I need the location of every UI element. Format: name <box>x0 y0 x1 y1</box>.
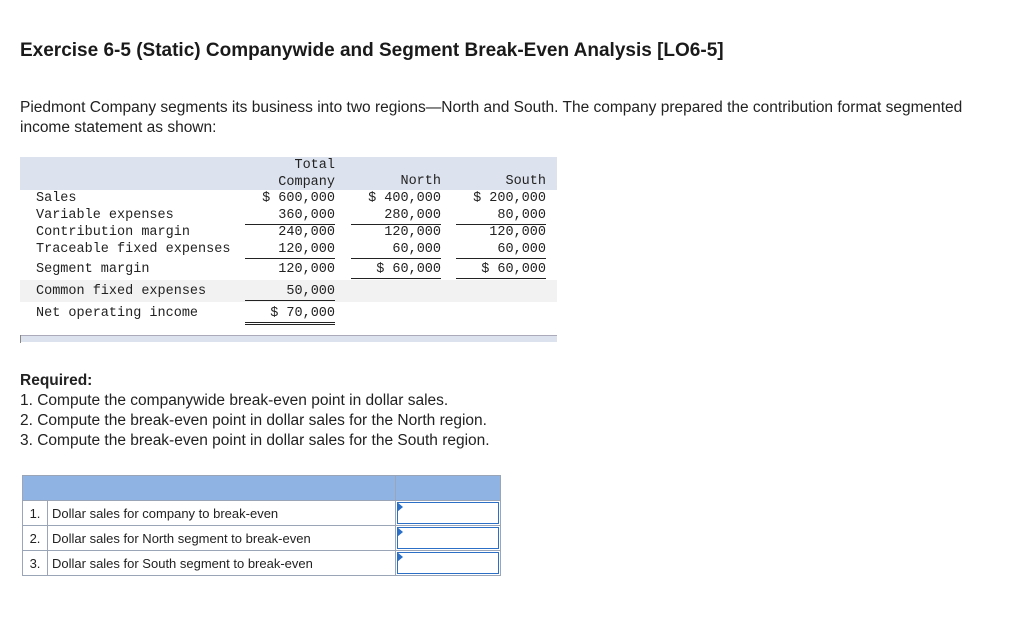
intro-paragraph: Piedmont Company segments its business into two regions—North and South. The company prepared the contribution format segmented income statement as shown: <box>20 99 963 136</box>
row-contribution-margin: Contribution margin 240,000 120,000 120,000 <box>36 225 546 240</box>
segmented-income-statement <box>20 157 557 321</box>
required-title: Required: <box>20 372 93 389</box>
row-sales: Sales $ 600,000 $ 400,000 $ 200,000 <box>36 191 546 206</box>
required-item-3: 3. Compute the break-even point in dollar sales for the South region. <box>20 432 490 449</box>
statement-header <box>20 157 557 190</box>
answer-table-header <box>23 476 501 501</box>
answer-row-company <box>23 501 501 526</box>
statement-footer-bar <box>20 335 557 342</box>
answer-number: 2. <box>23 526 48 551</box>
south-break-even-input[interactable] <box>397 552 499 574</box>
company-break-even-input[interactable] <box>397 502 499 524</box>
answer-number: 1. <box>23 501 48 526</box>
row-traceable-fixed-expenses: Traceable fixed expenses 120,000 60,000 60,000 <box>36 242 546 257</box>
input-marker-icon <box>397 527 403 537</box>
answer-table <box>22 475 501 576</box>
north-break-even-input[interactable] <box>397 527 499 549</box>
answer-label: Dollar sales for North segment to break-even <box>48 526 396 551</box>
input-marker-icon <box>397 502 403 512</box>
answer-row-north <box>23 526 501 551</box>
input-marker-icon <box>397 552 403 562</box>
required-item-1: 1. Compute the companywide break-even point in dollar sales. <box>20 392 449 409</box>
answer-number: 3. <box>23 551 48 576</box>
answer-label: Dollar sales for company to break-even <box>48 501 396 526</box>
row-variable-expenses: Variable expenses 360,000 280,000 80,000 <box>36 208 546 223</box>
row-common-fixed-expenses: Common fixed expenses 50,000 <box>20 280 557 302</box>
header-south: South <box>505 174 546 189</box>
header-north: North <box>400 174 441 189</box>
row-segment-margin: Segment margin 120,000 $ 60,000 $ 60,000 <box>20 258 557 280</box>
header-total: Total Company <box>278 158 335 190</box>
required-section <box>20 371 490 451</box>
statement-footer-tick <box>20 335 21 343</box>
answer-row-south <box>23 551 501 576</box>
required-item-2: 2. Compute the break-even point in dollar sales for the North region. <box>20 412 487 429</box>
answer-label: Dollar sales for South segment to break-even <box>48 551 396 576</box>
row-net-operating-income: Net operating income $ 70,000 <box>20 302 557 324</box>
exercise-title: Exercise 6-5 (Static) Companywide and Segment Break-Even Analysis [LO6-5] <box>20 40 724 61</box>
